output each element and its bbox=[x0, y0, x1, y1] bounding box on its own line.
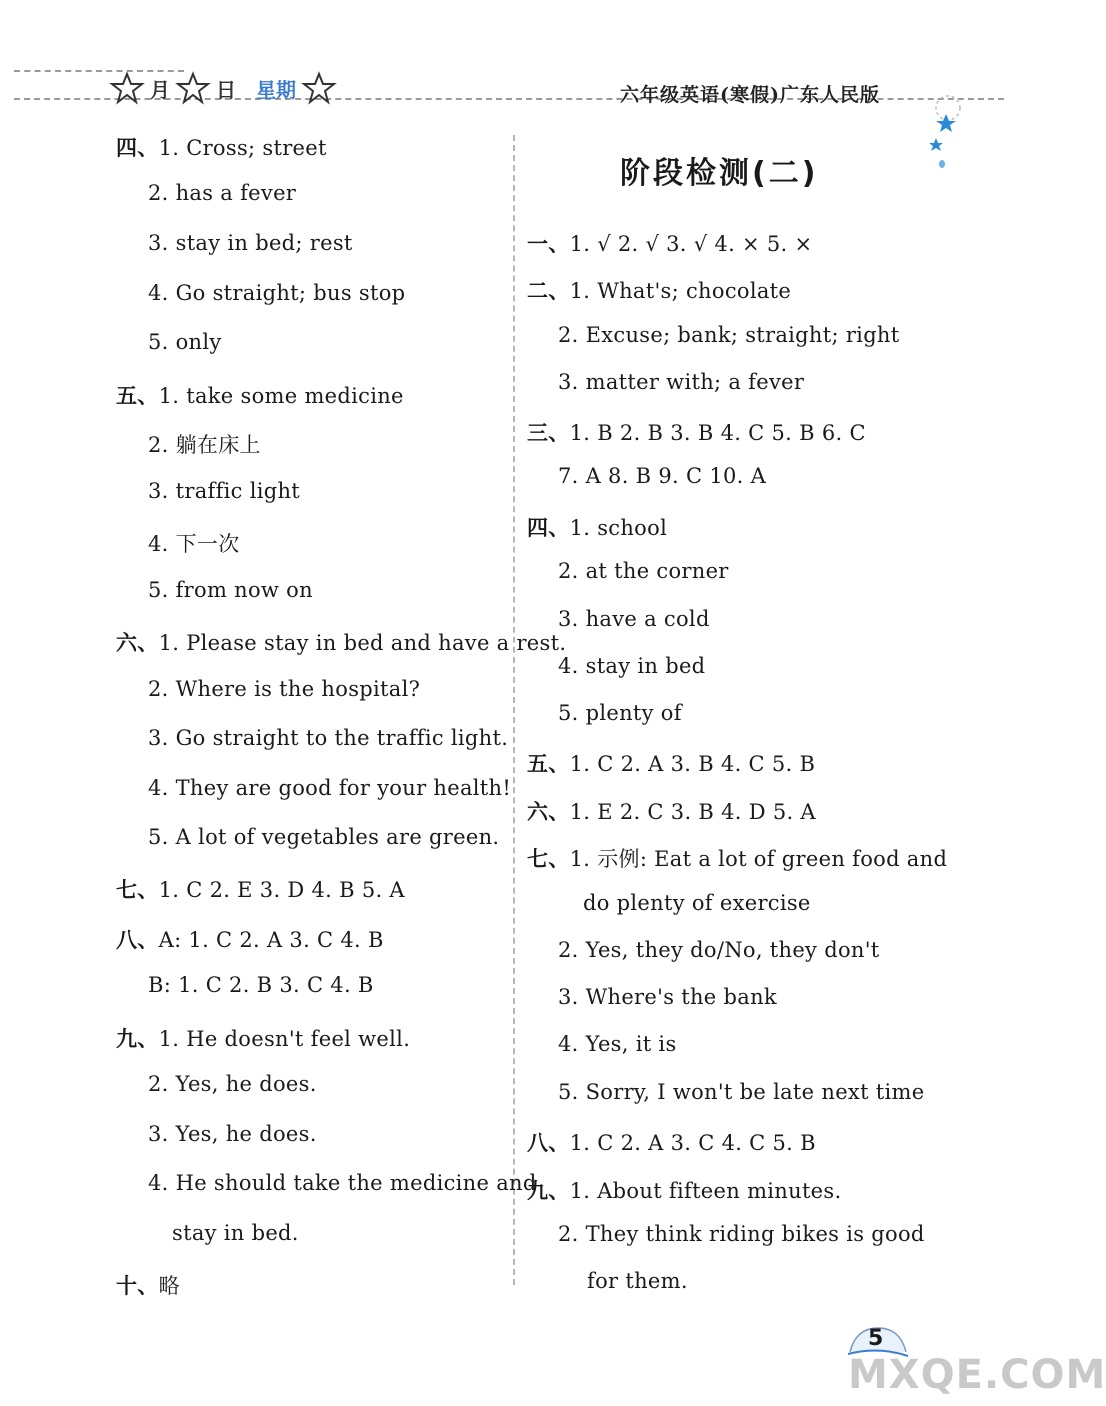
page-number: 5 bbox=[868, 1326, 884, 1351]
answer-line: 四、1. Cross; street bbox=[116, 135, 327, 160]
answer-line: 3. matter with; a fever bbox=[558, 370, 805, 394]
answer-line: 二、1. What's; chocolate bbox=[527, 278, 792, 303]
answer-line: 六、1. Please stay in bed and have a rest. bbox=[116, 630, 567, 655]
answer-line: 十、略 bbox=[116, 1273, 180, 1298]
answer-line: 5. A lot of vegetables are green. bbox=[148, 825, 500, 849]
month-label: 月 bbox=[150, 77, 170, 102]
weekday-label: 星期 bbox=[256, 77, 296, 102]
answer-line: 5. from now on bbox=[148, 578, 313, 602]
answer-line: 五、1. C 2. A 3. B 4. C 5. B bbox=[527, 751, 816, 776]
answer-line: stay in bed. bbox=[172, 1221, 299, 1245]
column-divider bbox=[513, 135, 515, 1285]
star-outline-icon bbox=[176, 71, 210, 105]
answer-line: 3. stay in bed; rest bbox=[148, 231, 353, 255]
watermark: MXQE.COM bbox=[848, 1352, 1106, 1398]
answer-line: 三、1. B 2. B 3. B 4. C 5. B 6. C bbox=[527, 420, 866, 445]
answer-line: 2. Yes, he does. bbox=[148, 1072, 317, 1096]
answer-line: 2. has a fever bbox=[148, 181, 297, 205]
answer-line: 2. Yes, they do/No, they don't bbox=[558, 938, 880, 962]
answer-line: 3. Yes, he does. bbox=[148, 1122, 317, 1146]
answer-line: 4. stay in bed bbox=[558, 654, 706, 678]
answer-line: 2. Excuse; bank; straight; right bbox=[558, 323, 900, 347]
answer-line: 七、1. C 2. E 3. D 4. B 5. A bbox=[116, 877, 405, 902]
answer-line: 九、1. He doesn't feel well. bbox=[116, 1026, 411, 1051]
answer-line: 5. plenty of bbox=[558, 701, 682, 725]
answer-line: 八、1. C 2. A 3. C 4. C 5. B bbox=[527, 1130, 816, 1155]
answer-line: 七、1. 示例: Eat a lot of green food and bbox=[527, 846, 948, 871]
answer-line: 五、1. take some medicine bbox=[116, 383, 404, 408]
answer-line: 4. They are good for your health! bbox=[148, 776, 512, 800]
day-label: 日 bbox=[216, 77, 236, 102]
answer-line: 4. Go straight; bus stop bbox=[148, 281, 406, 305]
answer-line: 7. A 8. B 9. C 10. A bbox=[558, 464, 767, 488]
answer-line: 九、1. About fifteen minutes. bbox=[527, 1178, 842, 1203]
answer-line: 六、1. E 2. C 3. B 4. D 5. A bbox=[527, 799, 816, 824]
answer-line: 八、A: 1. C 2. A 3. C 4. B bbox=[116, 927, 384, 952]
answer-line: 5. Sorry, I won't be late next time bbox=[558, 1080, 925, 1104]
answer-line: 3. traffic light bbox=[148, 479, 301, 503]
answer-line: do plenty of exercise bbox=[583, 891, 811, 915]
answer-line: B: 1. C 2. B 3. C 4. B bbox=[148, 973, 374, 997]
section-title: 阶段检测(二) bbox=[620, 156, 819, 191]
answer-line: 4. He should take the medicine and bbox=[148, 1171, 537, 1195]
book-title: 六年级英语(寒假)广东人民版 bbox=[620, 84, 880, 106]
answer-line: 四、1. school bbox=[527, 515, 668, 540]
answer-line: 5. only bbox=[148, 330, 222, 354]
star-outline-icon bbox=[302, 71, 336, 105]
page-header bbox=[0, 0, 1024, 120]
answer-line: 3. Go straight to the traffic light. bbox=[148, 726, 509, 750]
date-field bbox=[110, 68, 336, 108]
decorative-stars-icon bbox=[918, 110, 978, 180]
answer-line: 4. Yes, it is bbox=[558, 1032, 677, 1056]
answer-line: for them. bbox=[587, 1269, 688, 1293]
star-outline-icon bbox=[110, 71, 144, 105]
answer-line: 2. 躺在床上 bbox=[148, 433, 261, 457]
answer-line: 2. Where is the hospital? bbox=[148, 677, 421, 701]
answer-line: 3. Where's the bank bbox=[558, 985, 777, 1009]
answer-line: 4. 下一次 bbox=[148, 532, 240, 556]
answer-line: 一、1. √ 2. √ 3. √ 4. × 5. × bbox=[527, 231, 813, 256]
answer-line: 3. have a cold bbox=[558, 607, 710, 631]
answer-line: 2. They think riding bikes is good bbox=[558, 1222, 925, 1246]
answer-line: 2. at the corner bbox=[558, 559, 729, 583]
